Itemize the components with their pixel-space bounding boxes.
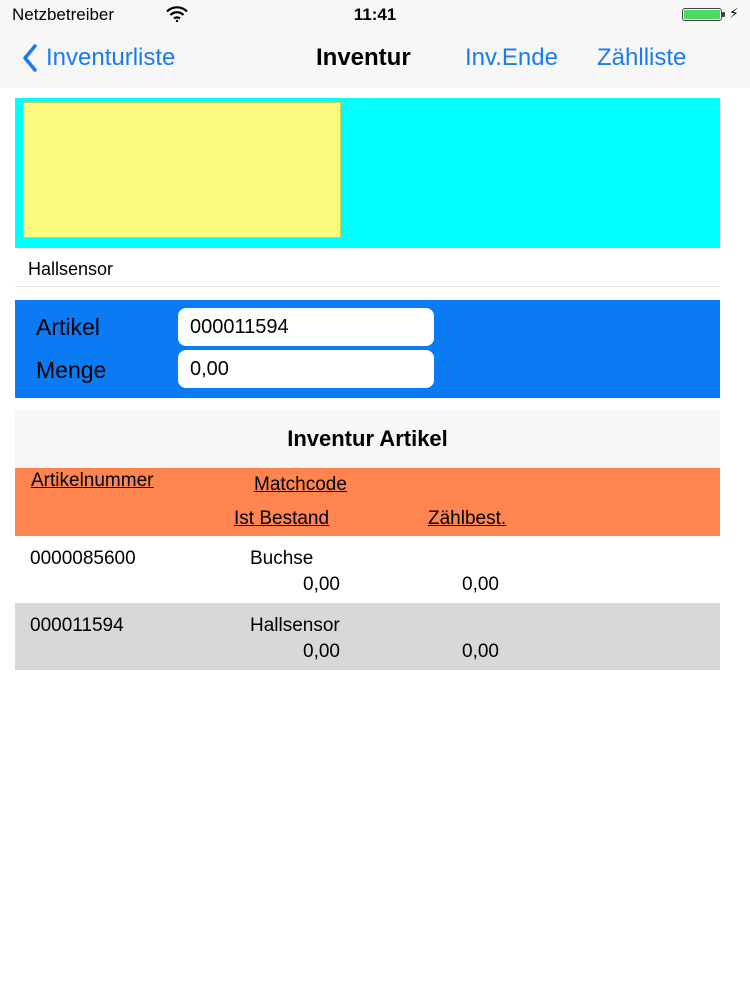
row-matchcode: Hallsensor: [250, 615, 340, 636]
row-counted-stock: 0,00: [462, 574, 499, 595]
row-counted-stock: 0,00: [462, 641, 499, 662]
row-article-number: 0000085600: [30, 548, 136, 569]
inventory-end-button[interactable]: Inv.Ende: [465, 44, 558, 71]
battery-nub: [722, 12, 725, 17]
chevron-left-icon: [22, 44, 38, 72]
back-button-label: Inventurliste: [46, 44, 176, 71]
table-row[interactable]: [15, 536, 720, 603]
table-header: [15, 468, 720, 536]
article-label: Artikel: [36, 314, 100, 340]
article-description: Hallsensor: [28, 259, 114, 279]
row-actual-stock: 0,00: [303, 574, 340, 595]
row-actual-stock: 0,00: [303, 641, 340, 662]
column-header-actual-stock[interactable]: Ist Bestand: [234, 508, 330, 529]
carrier-name: Netzbetreiber: [12, 5, 115, 24]
row-article-number: 000011594: [30, 615, 124, 636]
charging-bolt-icon: ⚡︎: [729, 5, 739, 21]
article-description-row: [15, 248, 720, 287]
count-list-button[interactable]: Zählliste: [597, 44, 687, 71]
table-row[interactable]: [15, 603, 720, 670]
section-title: Inventur Artikel: [15, 410, 720, 468]
column-header-article-number[interactable]: Artikelnummer: [31, 470, 154, 491]
quantity-label: Menge: [36, 357, 107, 383]
navigation-bar: [0, 30, 750, 88]
article-image-area: [15, 98, 720, 248]
article-input[interactable]: [178, 308, 434, 346]
status-bar: [0, 0, 750, 30]
image-placeholder-icon: [23, 102, 341, 238]
clock: 11:41: [353, 5, 397, 24]
entry-form: [15, 300, 720, 398]
row-matchcode: Buchse: [250, 548, 314, 569]
quantity-input[interactable]: [178, 350, 434, 388]
battery-icon: [682, 8, 722, 21]
back-button[interactable]: [22, 42, 175, 74]
page-title: Inventur: [316, 44, 411, 71]
column-header-matchcode[interactable]: Matchcode: [254, 474, 347, 495]
battery-fill: [684, 10, 720, 19]
column-header-counted-stock[interactable]: Zählbest.: [428, 508, 507, 529]
